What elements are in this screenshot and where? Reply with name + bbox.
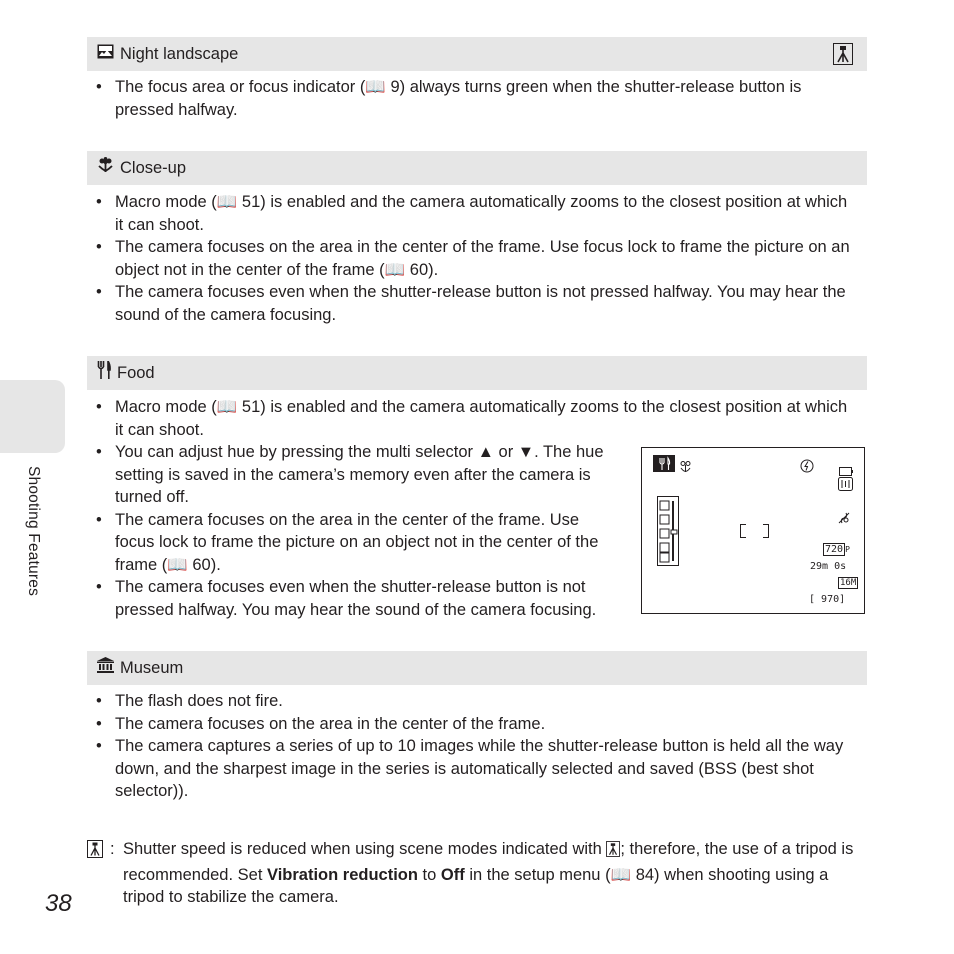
section-title: Food xyxy=(117,363,155,382)
vibration-reduction-icon xyxy=(838,475,853,498)
image-size-indicator: 16M xyxy=(840,578,857,588)
focus-area-bracket xyxy=(740,524,769,538)
fork-knife-icon xyxy=(97,361,111,386)
section-header-museum xyxy=(87,651,867,685)
flash-off-icon xyxy=(800,457,814,480)
tripod-icon xyxy=(606,841,620,864)
list-item: • The focus area or focus indicator (📖 9) always turns green when the shutter-release button is pressed halfway. xyxy=(96,76,856,121)
list-item: • Macro mode (📖 51) is enabled and the camera automatically zooms to the closest position at which it can shoot. xyxy=(96,191,856,236)
vibration-reduction-label: Vibration reduction xyxy=(267,865,418,884)
tripod-icon xyxy=(87,840,103,865)
page-number: 38 xyxy=(45,890,72,917)
movie-size-value: 720 xyxy=(825,544,844,555)
flower-icon xyxy=(97,157,114,180)
list-item: • Macro mode (📖 51) is enabled and the camera automatically zooms to the closest position at which it can shoot. xyxy=(96,396,856,441)
close-up-list xyxy=(96,191,856,326)
food-list-intro xyxy=(96,396,856,441)
list-item: • The camera focuses on the area in the center of the frame. xyxy=(96,713,856,736)
list-item: • The camera focuses even when the shutter-release button is not pressed halfway. You may hear the sound of the camera focusing. xyxy=(96,576,616,621)
section-header-night-landscape xyxy=(87,37,867,71)
chapter-tab xyxy=(0,380,65,453)
list-item: • The camera focuses even when the shutter-release button is not pressed halfway. You may hear the sound of the camera focusing. xyxy=(96,281,856,326)
movie-size-indicator xyxy=(823,544,850,556)
night-landscape-list xyxy=(96,76,856,121)
list-item: • You can adjust hue by pressing the multi selector ▲ or ▼. The hue setting is saved in the camera’s memory even after the camera is turned off. xyxy=(96,441,616,509)
tripod-icon xyxy=(833,43,853,72)
camera-monitor-illustration xyxy=(641,447,865,614)
list-item: • The flash does not fire. xyxy=(96,690,856,713)
eye-fi-icon xyxy=(837,509,851,532)
food-mode-icon xyxy=(653,455,675,472)
list-item: • The camera focuses on the area in the center of the frame. Use focus lock to frame the picture on an object not in the center of the frame (📖 60). xyxy=(96,509,616,577)
section-title: Close-up xyxy=(120,158,187,177)
section-title: Museum xyxy=(120,658,184,677)
hue-slider xyxy=(657,496,679,566)
macro-icon xyxy=(679,457,692,480)
chapter-label: Shooting Features xyxy=(25,466,42,597)
museum-icon xyxy=(97,657,114,680)
food-list xyxy=(96,441,616,621)
section-header-food xyxy=(87,356,867,390)
off-label: Off xyxy=(440,865,465,884)
night-landscape-icon xyxy=(97,43,114,66)
section-title: Night landscape xyxy=(120,44,239,63)
remaining-movie-time: 29m 0s xyxy=(810,561,847,572)
section-header-close-up xyxy=(87,151,867,185)
tripod-note-text: : Shutter speed is reduced when using scene modes indicated with ; therefore, the use of a tripod is recommended. Set Vibration reduction to Off in the setup menu (📖 84) when shooting using a tripod to stabilize the camera. xyxy=(110,840,854,906)
list-item: • The camera captures a series of up to 10 images while the shutter-release button is held all the way down, and the sharpest image in the series is automatically selected and saved (BSS (best shot selector)). xyxy=(96,735,856,803)
museum-list xyxy=(96,690,856,803)
movie-size-suffix: P xyxy=(845,545,850,554)
list-item: • The camera focuses on the area in the center of the frame. Use focus lock to frame the picture on an object not in the center of the frame (📖 60). xyxy=(96,236,856,281)
shots-remaining: [ 970] xyxy=(809,594,846,605)
